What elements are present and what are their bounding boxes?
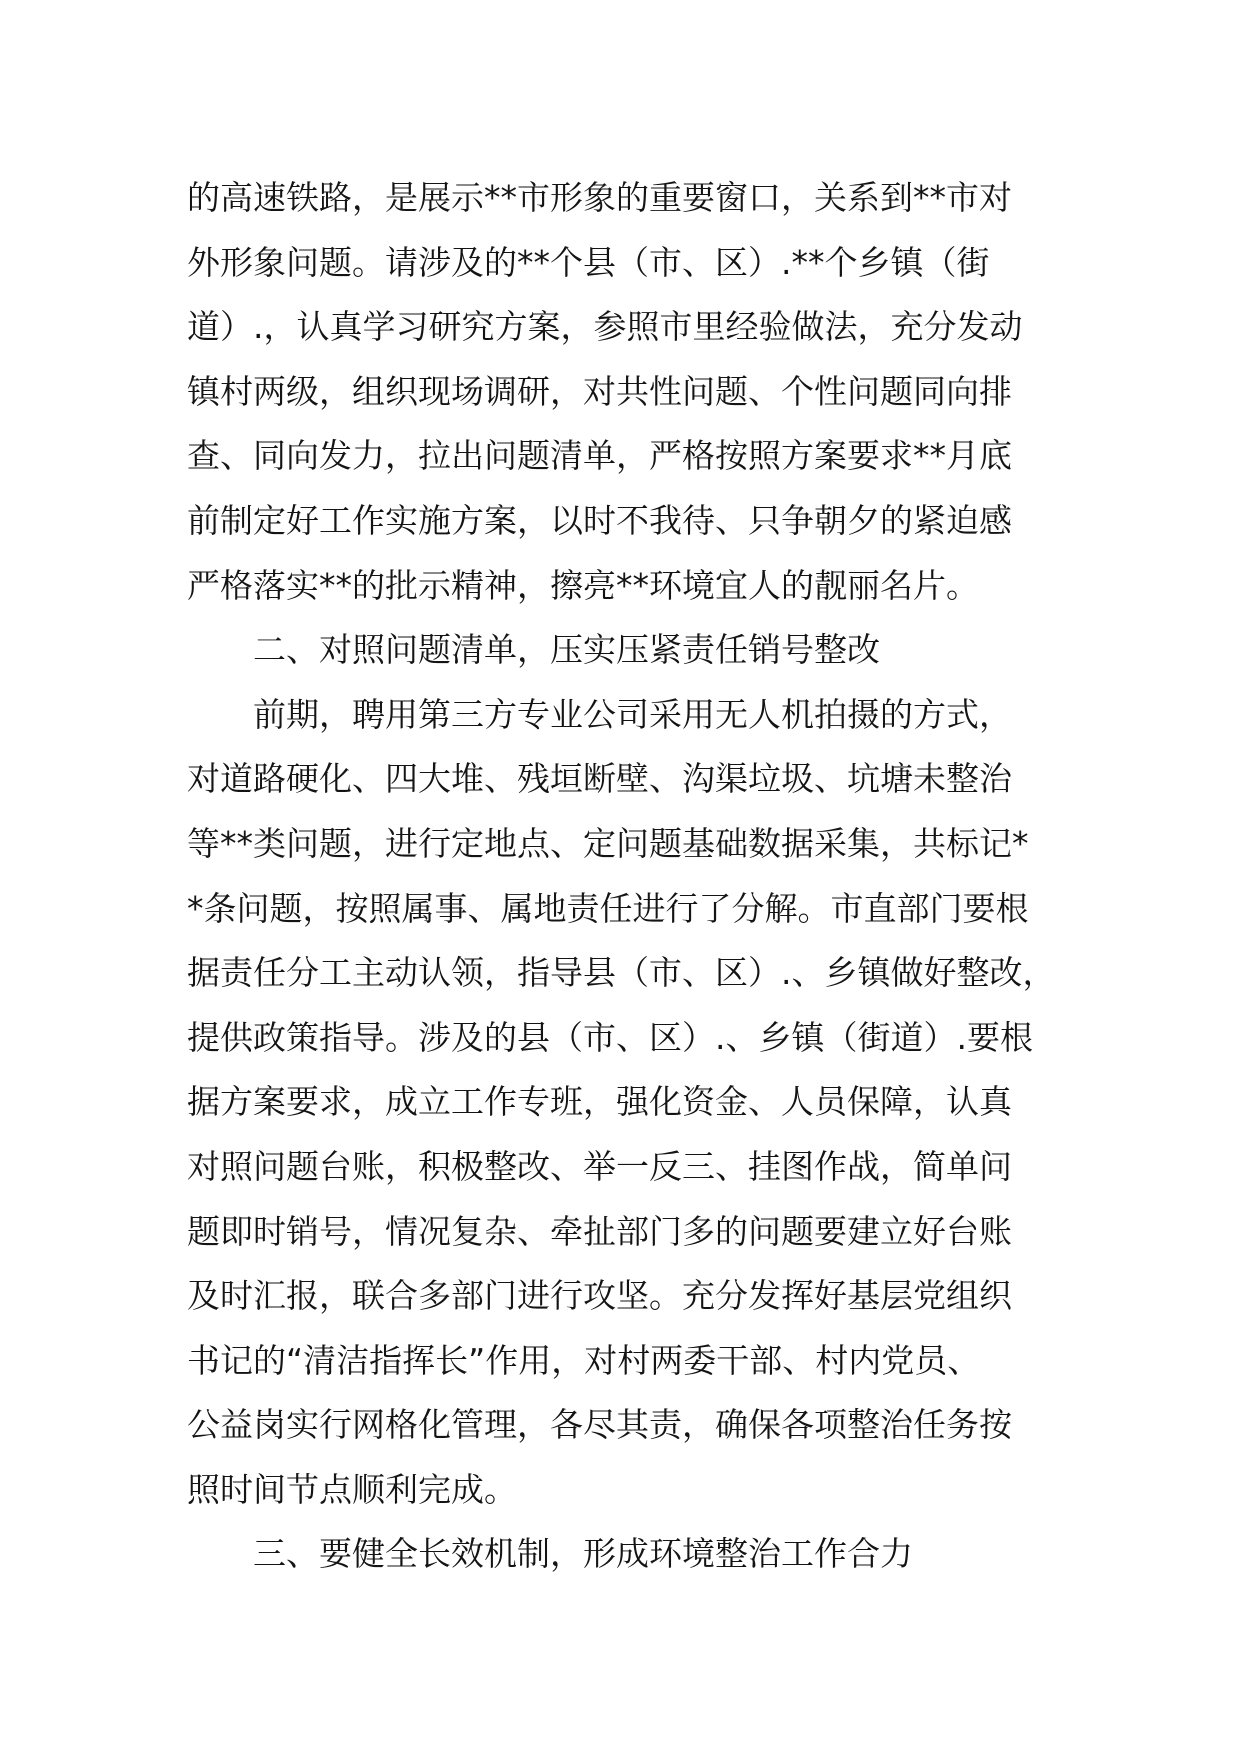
paragraph-line: 前制定好工作实施方案，以时不我待、只争朝夕的紧迫感: [187, 500, 1012, 540]
section-heading: 二、对照问题清单，压实压紧责任销号整改: [253, 630, 880, 670]
paragraph-line: *条问题，按照属事、属地责任进行了分解。市直部门要根: [187, 888, 1029, 928]
paragraph-line: 及时汇报，联合多部门进行攻坚。充分发挥好基层党组织: [187, 1276, 1012, 1316]
paragraph-line: 提供政策指导。涉及的县（市、区）.、乡镇（街道）.要根: [187, 1017, 1033, 1057]
paragraph-line: 照时间节点顺利完成。: [187, 1469, 517, 1509]
paragraph-line: 据责任分工主动认领，指导县（市、区）.、乡镇做好整改，: [187, 953, 1056, 993]
paragraph-line: 题即时销号，情况复杂、牵扯部门多的问题要建立好台账: [187, 1211, 1012, 1251]
paragraph-line: 的高速铁路，是展示**市形象的重要窗口，关系到**市对: [187, 178, 1012, 217]
paragraph-line: 书记的“清洁指挥长”作用，对村两委干部、村内党员、: [187, 1340, 981, 1380]
paragraph-line: 对照问题台账，积极整改、举一反三、挂图作战，简单问: [187, 1146, 1012, 1186]
paragraph-line: 据方案要求，成立工作专班，强化资金、人员保障，认真: [187, 1082, 1012, 1122]
paragraph-line: 对道路硬化、四大堆、残垣断壁、沟渠垃圾、坑塘未整治: [187, 759, 1012, 799]
paragraph-line: 严格落实**的批示精神，擦亮**环境宜人的靓丽名片。: [187, 565, 979, 605]
paragraph-line: 公益岗实行网格化管理，各尽其责，确保各项整治任务按: [187, 1405, 1012, 1445]
paragraph-line: 等**类问题，进行定地点、定问题基础数据采集，共标记*: [187, 823, 1029, 863]
paragraph-line: 前期，聘用第三方专业公司采用无人机拍摄的方式，: [253, 694, 1012, 734]
document-body: [187, 166, 1087, 1587]
section-heading: 三、要健全长效机制，形成环境整治工作合力: [253, 1534, 913, 1574]
paragraph-line: 道）.，认真学习研究方案，参照市里经验做法，充分发动: [187, 307, 1023, 347]
paragraph-line: 查、同向发力，拉出问题清单，严格按照方案要求**月底: [187, 436, 1012, 476]
paragraph-line: 镇村两级，组织现场调研，对共性问题、个性问题同向排: [187, 371, 1012, 411]
paragraph-line: 外形象问题。请涉及的**个县（市、区）.**个乡镇（街: [187, 242, 990, 282]
